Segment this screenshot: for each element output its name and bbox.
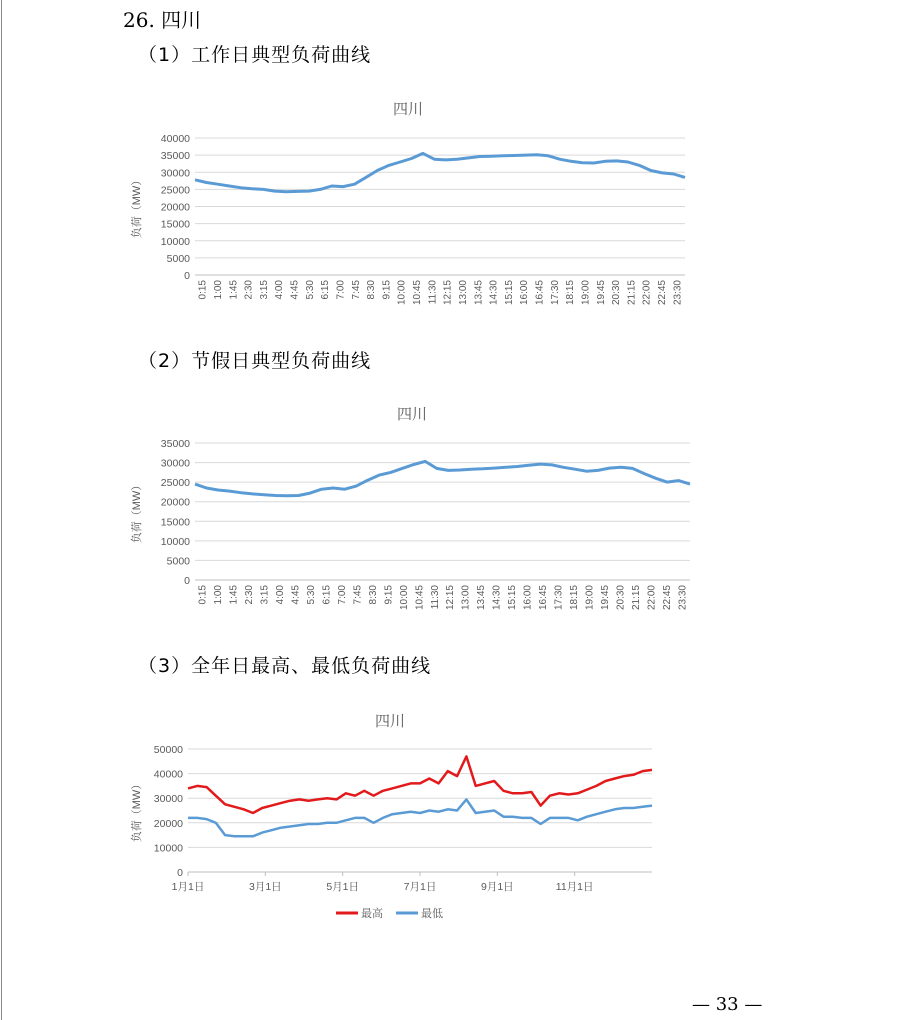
y-tick-label: 50000	[153, 744, 183, 756]
x-tick-label: 10:00	[398, 585, 410, 611]
x-tick-label: 8:30	[367, 585, 379, 605]
x-tick-label: 16:45	[534, 280, 546, 306]
x-tick-label: 9:15	[381, 280, 393, 300]
x-tick-label: 18:15	[568, 585, 580, 611]
x-tick-label: 10:00	[396, 280, 408, 306]
workday-load-chart	[120, 90, 700, 315]
x-tick-label: 4:00	[275, 585, 287, 605]
x-tick-label: 11月1日	[555, 881, 594, 893]
x-tick-label: 11:30	[427, 280, 439, 305]
x-tick-label: 1:00	[212, 280, 224, 300]
x-tick-label: 19:45	[599, 585, 611, 611]
y-tick-label: 0	[184, 270, 190, 282]
x-tick-label: 4:45	[289, 280, 301, 300]
series-line-2	[188, 799, 652, 836]
x-tick-label: 5:30	[304, 280, 316, 300]
x-tick-label: 23:30	[672, 280, 684, 306]
legend-label: 最高	[361, 908, 383, 920]
x-tick-label: 1:00	[213, 585, 225, 605]
y-tick-label: 5000	[166, 252, 190, 265]
x-tick-label: 10:45	[412, 280, 424, 306]
x-tick-label: 6:15	[320, 280, 332, 300]
x-tick-label: 22:00	[641, 280, 653, 306]
y-tick-label: 0	[177, 867, 183, 879]
y-axis-label: 负荷（MW）	[131, 778, 143, 843]
y-tick-label: 0	[184, 575, 190, 587]
x-tick-label: 3月1日	[248, 881, 282, 893]
chart-title: 四川	[374, 713, 406, 730]
page-heading: 26. 四川	[123, 8, 202, 32]
x-tick-label: 11:30	[429, 585, 441, 610]
legend-label: 最低	[421, 908, 443, 920]
x-tick-label: 21:15	[626, 280, 638, 306]
chart-title: 四川	[396, 406, 428, 423]
y-tick-label: 35000	[160, 150, 190, 163]
x-tick-label: 22:45	[661, 585, 673, 611]
y-tick-label: 30000	[153, 793, 183, 806]
x-tick-label: 0:15	[197, 280, 209, 300]
x-tick-label: 16:45	[538, 585, 550, 611]
y-tick-label: 30000	[160, 167, 190, 180]
x-tick-label: 20:30	[611, 280, 623, 306]
y-tick-label: 40000	[160, 133, 190, 145]
x-tick-label: 12:15	[442, 280, 454, 306]
y-axis-label: 负荷（MW）	[131, 479, 143, 544]
x-tick-label: 4:00	[274, 280, 286, 300]
x-tick-label: 5月1日	[326, 881, 360, 893]
page-number: — 33 —	[692, 994, 763, 1015]
y-tick-label: 5000	[166, 555, 190, 568]
x-tick-label: 19:45	[595, 280, 607, 306]
y-tick-label: 35000	[160, 438, 190, 450]
x-tick-label: 19:00	[584, 585, 596, 611]
x-tick-label: 19:00	[580, 280, 592, 306]
x-tick-label: 20:30	[615, 585, 627, 611]
x-tick-label: 7:45	[350, 280, 362, 300]
y-tick-label: 10000	[160, 535, 190, 548]
section-1-label: （1）工作日典型负荷曲线	[138, 44, 372, 66]
x-tick-label: 14:30	[491, 585, 503, 611]
x-tick-label: 16:00	[522, 585, 534, 611]
x-tick-label: 13:00	[457, 280, 469, 306]
y-tick-label: 15000	[160, 218, 190, 231]
x-tick-label: 1:45	[228, 280, 240, 300]
x-tick-label: 4:45	[290, 585, 302, 605]
y-tick-label: 25000	[160, 184, 190, 197]
x-tick-label: 15:15	[507, 585, 519, 611]
section-3-label: （3）全年日最高、最低负荷曲线	[138, 655, 432, 677]
y-tick-label: 25000	[160, 477, 190, 490]
chart-title: 四川	[392, 101, 424, 118]
page-border	[1, 0, 2, 1020]
y-tick-label: 10000	[153, 842, 183, 855]
x-tick-label: 8:30	[366, 280, 378, 300]
x-tick-label: 2:30	[244, 585, 256, 605]
x-tick-label: 21:15	[630, 585, 642, 611]
x-tick-label: 9:15	[383, 585, 395, 605]
y-tick-label: 30000	[160, 457, 190, 470]
x-tick-label: 1:45	[228, 585, 240, 605]
x-tick-label: 17:30	[549, 280, 561, 306]
x-tick-label: 18:15	[565, 280, 577, 306]
x-tick-label: 9月1日	[480, 881, 514, 893]
x-tick-label: 7:00	[336, 585, 348, 605]
holiday-load-chart	[120, 398, 700, 626]
x-tick-label: 0:15	[197, 585, 209, 605]
x-tick-label: 7月1日	[403, 881, 437, 893]
y-tick-label: 20000	[160, 496, 190, 509]
x-tick-label: 10:45	[414, 585, 426, 611]
x-tick-label: 13:00	[460, 585, 472, 611]
x-tick-label: 6:15	[321, 585, 333, 605]
x-tick-label: 22:00	[646, 585, 658, 611]
annual-load-chart	[120, 706, 665, 928]
series-line-1	[188, 756, 652, 813]
x-tick-label: 5:30	[306, 585, 318, 605]
y-tick-label: 20000	[160, 201, 190, 214]
x-tick-label: 1月1日	[171, 881, 205, 893]
x-tick-label: 23:30	[677, 585, 689, 611]
y-tick-label: 10000	[160, 235, 190, 248]
x-tick-label: 22:45	[657, 280, 669, 306]
x-tick-label: 12:15	[445, 585, 457, 611]
x-tick-label: 3:15	[258, 280, 270, 300]
section-2-label: （2）节假日典型负荷曲线	[138, 350, 372, 372]
y-tick-label: 20000	[153, 817, 183, 830]
x-tick-label: 17:30	[553, 585, 565, 611]
x-tick-label: 15:15	[503, 280, 515, 306]
x-tick-label: 2:30	[243, 280, 255, 300]
x-tick-label: 3:15	[259, 585, 271, 605]
x-tick-label: 7:45	[352, 585, 364, 605]
x-tick-label: 14:30	[488, 280, 500, 306]
x-tick-label: 13:45	[473, 280, 485, 306]
x-tick-label: 13:45	[476, 585, 488, 611]
x-tick-label: 16:00	[519, 280, 531, 306]
y-tick-label: 40000	[153, 768, 183, 781]
series-line-1	[195, 461, 690, 495]
y-axis-label: 负荷（MW）	[131, 174, 143, 239]
x-tick-label: 7:00	[335, 280, 347, 300]
y-tick-label: 15000	[160, 516, 190, 529]
